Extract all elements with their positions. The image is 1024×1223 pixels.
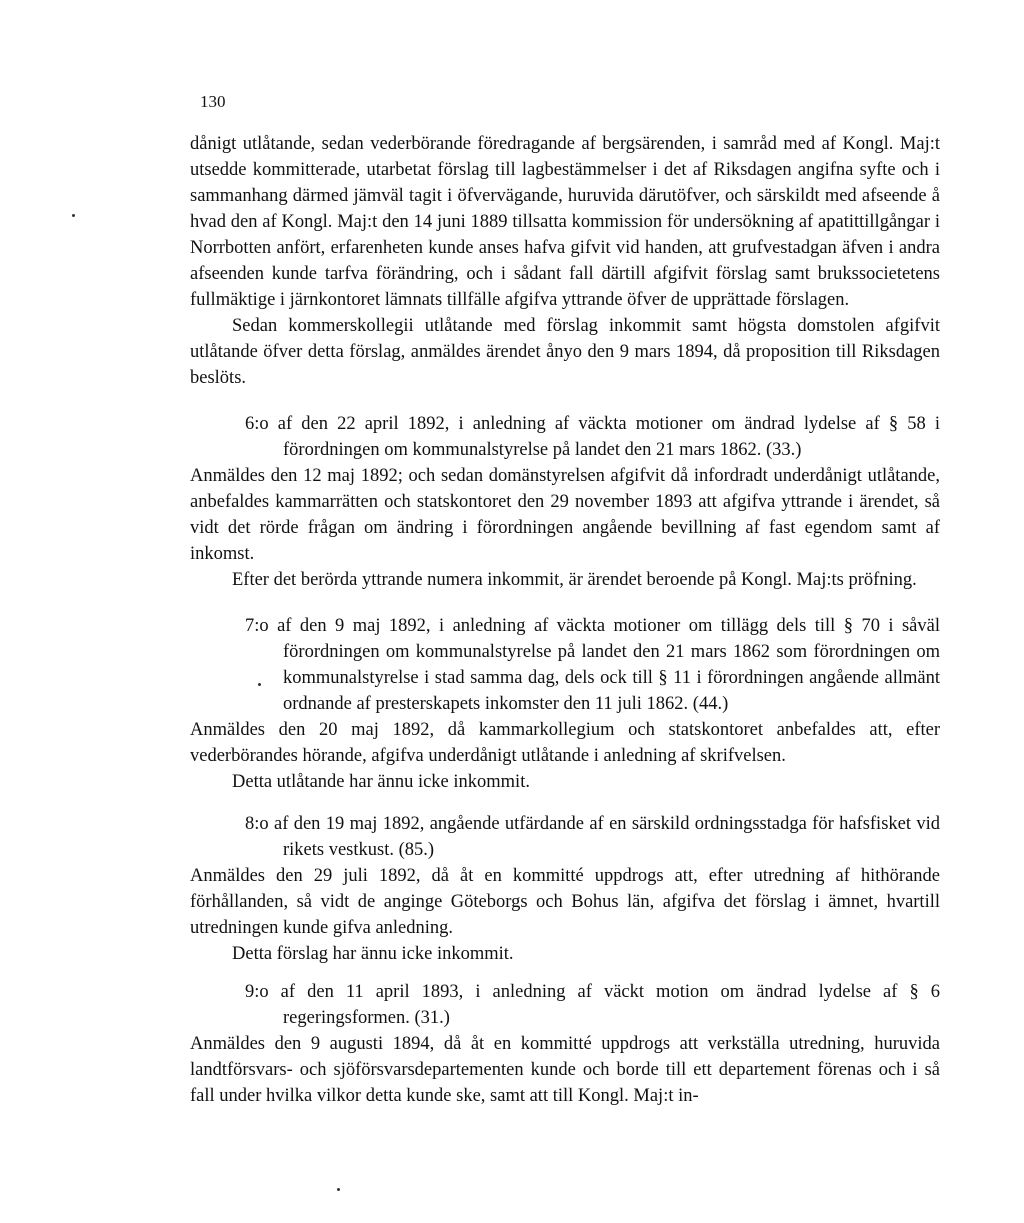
scan-speck — [72, 214, 75, 217]
paragraph-item-8-notice: Anmäldes den 29 juli 1892, då åt en kommitté uppdrogs att, efter utredning af hithörande förhållanden, så vidt de anginge Göteborgs och Bohus län, afgifva det förslag i ämnet, hvartill utredningen kunde gifva anledning. — [190, 866, 940, 938]
paragraph-item-7-status: Detta utlåtande har ännu icke inkommit. — [232, 772, 530, 792]
item-heading-6: 6:o af den 22 april 1892, i anledning af väckta motioner om ändrad lydelse af § 58 i förordningen om kommunalstyrelse på landet den 21 mars 1862. (33.) — [245, 414, 940, 460]
paragraph-item-6-status: Efter det berörda yttrande numera inkommit, är ärendet beroende på Kongl. Maj:ts pröfning. — [232, 570, 917, 590]
body-text — [190, 131, 940, 1109]
paragraph-continued: dånigt utlåtande, sedan vederbörande föredragande af bergsärenden, i samråd med af Kongl. Maj:t utsedde kommitterade, utarbetat förslag till lagbestämmelser i det af Riksdagen angifna syfte och i sammanhang därmed jämväl tagit i öfvervägande, huruvida därutöfver, och särskildt med afseende å hvad den af Kongl. Maj:t den 14 juni 1889 tillsatta kommission för undersökning af apatittillgångar i Norrbotten anfört, erfarenheten kunde anses hafva gifvit vid handen, att grufvestadgan äfven i andra afseenden kunde tarfva förändring, och i sådant fall därtill afgifvit förslag samt brukssocietetens fullmäktige i järnkontoret lämnats tillfälle afgifva yttrande öfver de upprättade förslagen. — [190, 134, 940, 310]
page-number: 130 — [200, 92, 226, 111]
paragraph-item-6-notice: Anmäldes den 12 maj 1892; och sedan domänstyrelsen afgifvit då infordradt underdånigt utlåtande, anbefaldes kammarrätten och statskontoret den 29 november 1893 att afgifva yttrande i ärendet, så vidt det rörde frågan om ändring i förordningen angående bevillning af fast egendom samt af inkomst. — [190, 466, 940, 564]
paragraph-item-7-notice: Anmäldes den 20 maj 1892, då kammarkollegium och statskontoret anbefaldes att, efter vederbörandes hörande, afgifva underdånigt utlåtande i anledning af skrifvelsen. — [190, 720, 940, 766]
paragraph-item-9-notice: Anmäldes den 9 augusti 1894, då åt en kommitté uppdrogs att verkställa utredning, huruvida landtförsvars- och sjöförsvarsdepartementen kunde och borde till ett departement förenas och i så fall under hvilka vilkor detta kunde ske, samt att till Kongl. Maj:t in- — [190, 1034, 940, 1106]
item-heading-9: 9:o af den 11 april 1893, i anledning af väckt motion om ändrad lydelse af § 6 regeringsformen. (31.) — [245, 982, 940, 1028]
scan-speck — [337, 1188, 340, 1191]
paragraph-proposition: Sedan kommerskollegii utlåtande med förslag inkommit samt högsta domstolen afgifvit utlåtande öfver detta förslag, anmäldes ärendet ånyo den 9 mars 1894, då proposition till Riksdagen beslöts. — [190, 316, 940, 388]
item-heading-8: 8:o af den 19 maj 1892, angående utfärdande af en särskild ordningsstadga för hafsfisket vid rikets vestkust. (85.) — [245, 814, 940, 860]
paragraph-item-8-status: Detta förslag har ännu icke inkommit. — [232, 944, 514, 964]
item-heading-7: 7:o af den 9 maj 1892, i anledning af väckta motioner om tillägg dels till § 70 i såväl förordningen om kommunalstyrelse på landet den 21 mars 1862 som förordningen om kommunalstyrelse i stad samma dag, dels ock till § 11 i förordningen angående allmänt ordnande af presterskapets inkomster den 11 juli 1862. (44.) — [245, 616, 940, 714]
scan-speck — [258, 683, 261, 686]
